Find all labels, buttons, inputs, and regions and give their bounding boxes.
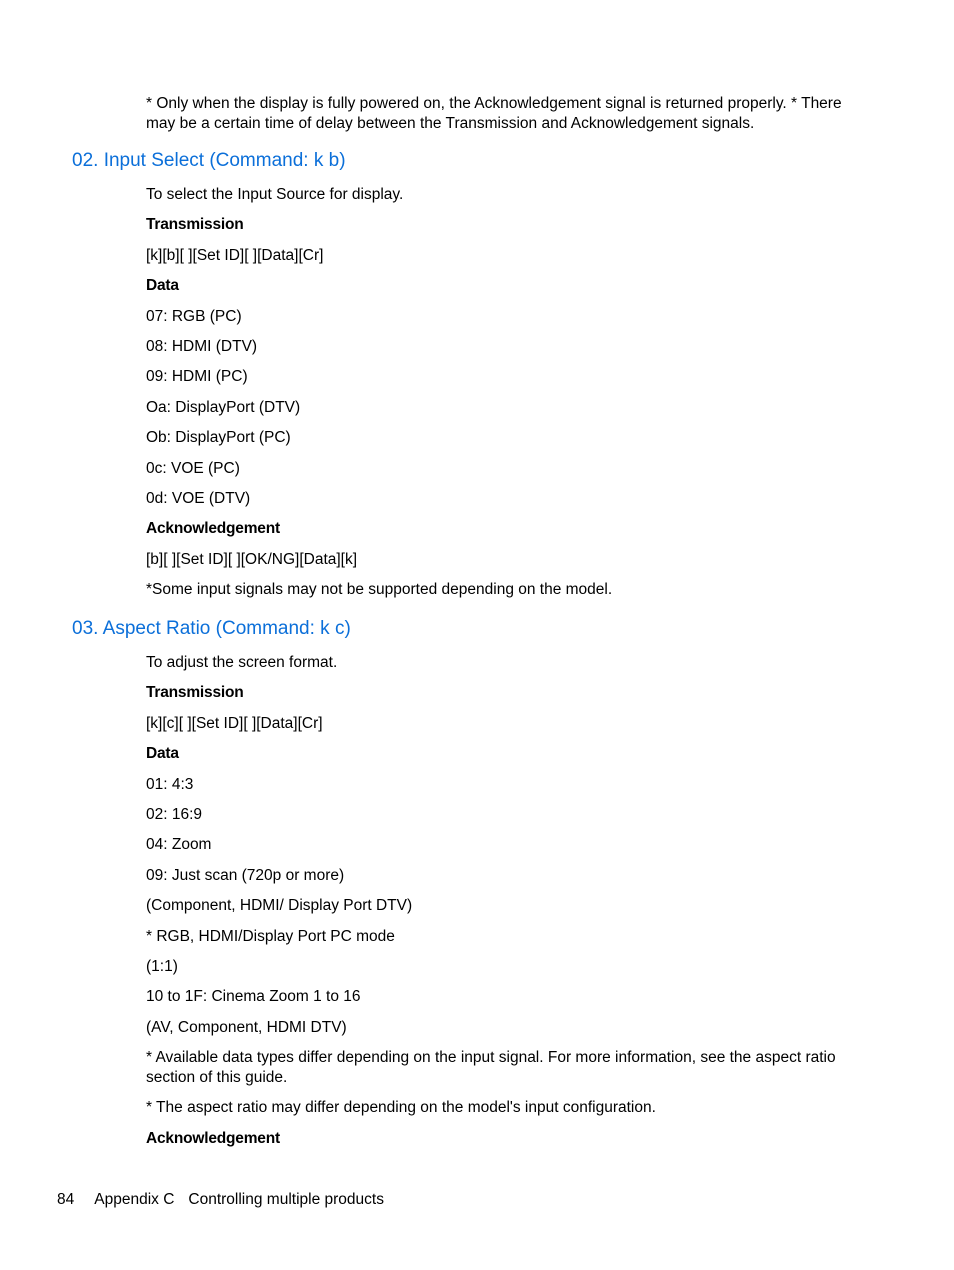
transmission-label: Transmission	[146, 684, 244, 702]
data-item: 10 to 1F: Cinema Zoom 1 to 16	[146, 988, 361, 1006]
data-item: (Component, HDMI/ Display Port DTV)	[146, 897, 413, 915]
acknowledgement-label: Acknowledgement	[146, 1129, 280, 1147]
acknowledgement-label: Acknowledgement	[146, 520, 280, 538]
section-description: To adjust the screen format.	[146, 654, 338, 671]
page-number: 84	[57, 1191, 75, 1208]
transmission-value: [k][b][ ][Set ID][ ][Data][Cr]	[146, 246, 324, 264]
section-note: * The aspect ratio may differ depending on the model's input configuration.	[146, 1099, 656, 1117]
data-item: 01: 4:3	[146, 775, 194, 793]
data-item: Oa: DisplayPort (DTV)	[146, 398, 301, 416]
data-label: Data	[146, 745, 179, 763]
data-item: 0c: VOE (PC)	[146, 459, 240, 477]
data-item: 07: RGB (PC)	[146, 307, 242, 325]
intro-note: * Only when the display is fully powered on, the Acknowledgement signal is returned properly. * There may be a certain time of delay between the Transmission and Acknowledgement signals.	[146, 95, 842, 132]
data-item: 09: HDMI (PC)	[146, 368, 248, 386]
page-footer	[57, 1190, 384, 1210]
section-input-select	[146, 185, 866, 610]
data-item: (AV, Component, HDMI DTV)	[146, 1018, 347, 1036]
section-note: * Available data types differ depending on the input signal. For more information, see the aspect ratio section of this guide.	[146, 1049, 836, 1087]
acknowledgement-value: [b][ ][Set ID][ ][OK/NG][Data][k]	[146, 550, 358, 568]
transmission-value: [k][c][ ][Set ID][ ][Data][Cr]	[146, 714, 323, 732]
section-heading-input-select: 02. Input Select (Command: k b)	[72, 150, 346, 171]
data-item: * RGB, HDMI/Display Port PC mode	[146, 927, 395, 945]
data-item: (1:1)	[146, 957, 178, 975]
transmission-label: Transmission	[146, 216, 244, 234]
footer-chapter: Appendix C	[94, 1191, 175, 1208]
section-heading-aspect-ratio: 03. Aspect Ratio (Command: k c)	[72, 618, 351, 639]
data-item: 09: Just scan (720p or more)	[146, 866, 345, 884]
data-item: 02: 16:9	[146, 805, 203, 823]
section-note: *Some input signals may not be supported depending on the model.	[146, 581, 613, 599]
data-item: Ob: DisplayPort (PC)	[146, 429, 291, 447]
section-aspect-ratio	[146, 653, 866, 1159]
data-item: 08: HDMI (DTV)	[146, 337, 258, 355]
data-label: Data	[146, 277, 179, 295]
footer-title: Controlling multiple products	[188, 1191, 384, 1208]
data-item: 0d: VOE (DTV)	[146, 489, 251, 507]
section-description: To select the Input Source for display.	[146, 186, 404, 203]
data-item: 04: Zoom	[146, 836, 212, 854]
